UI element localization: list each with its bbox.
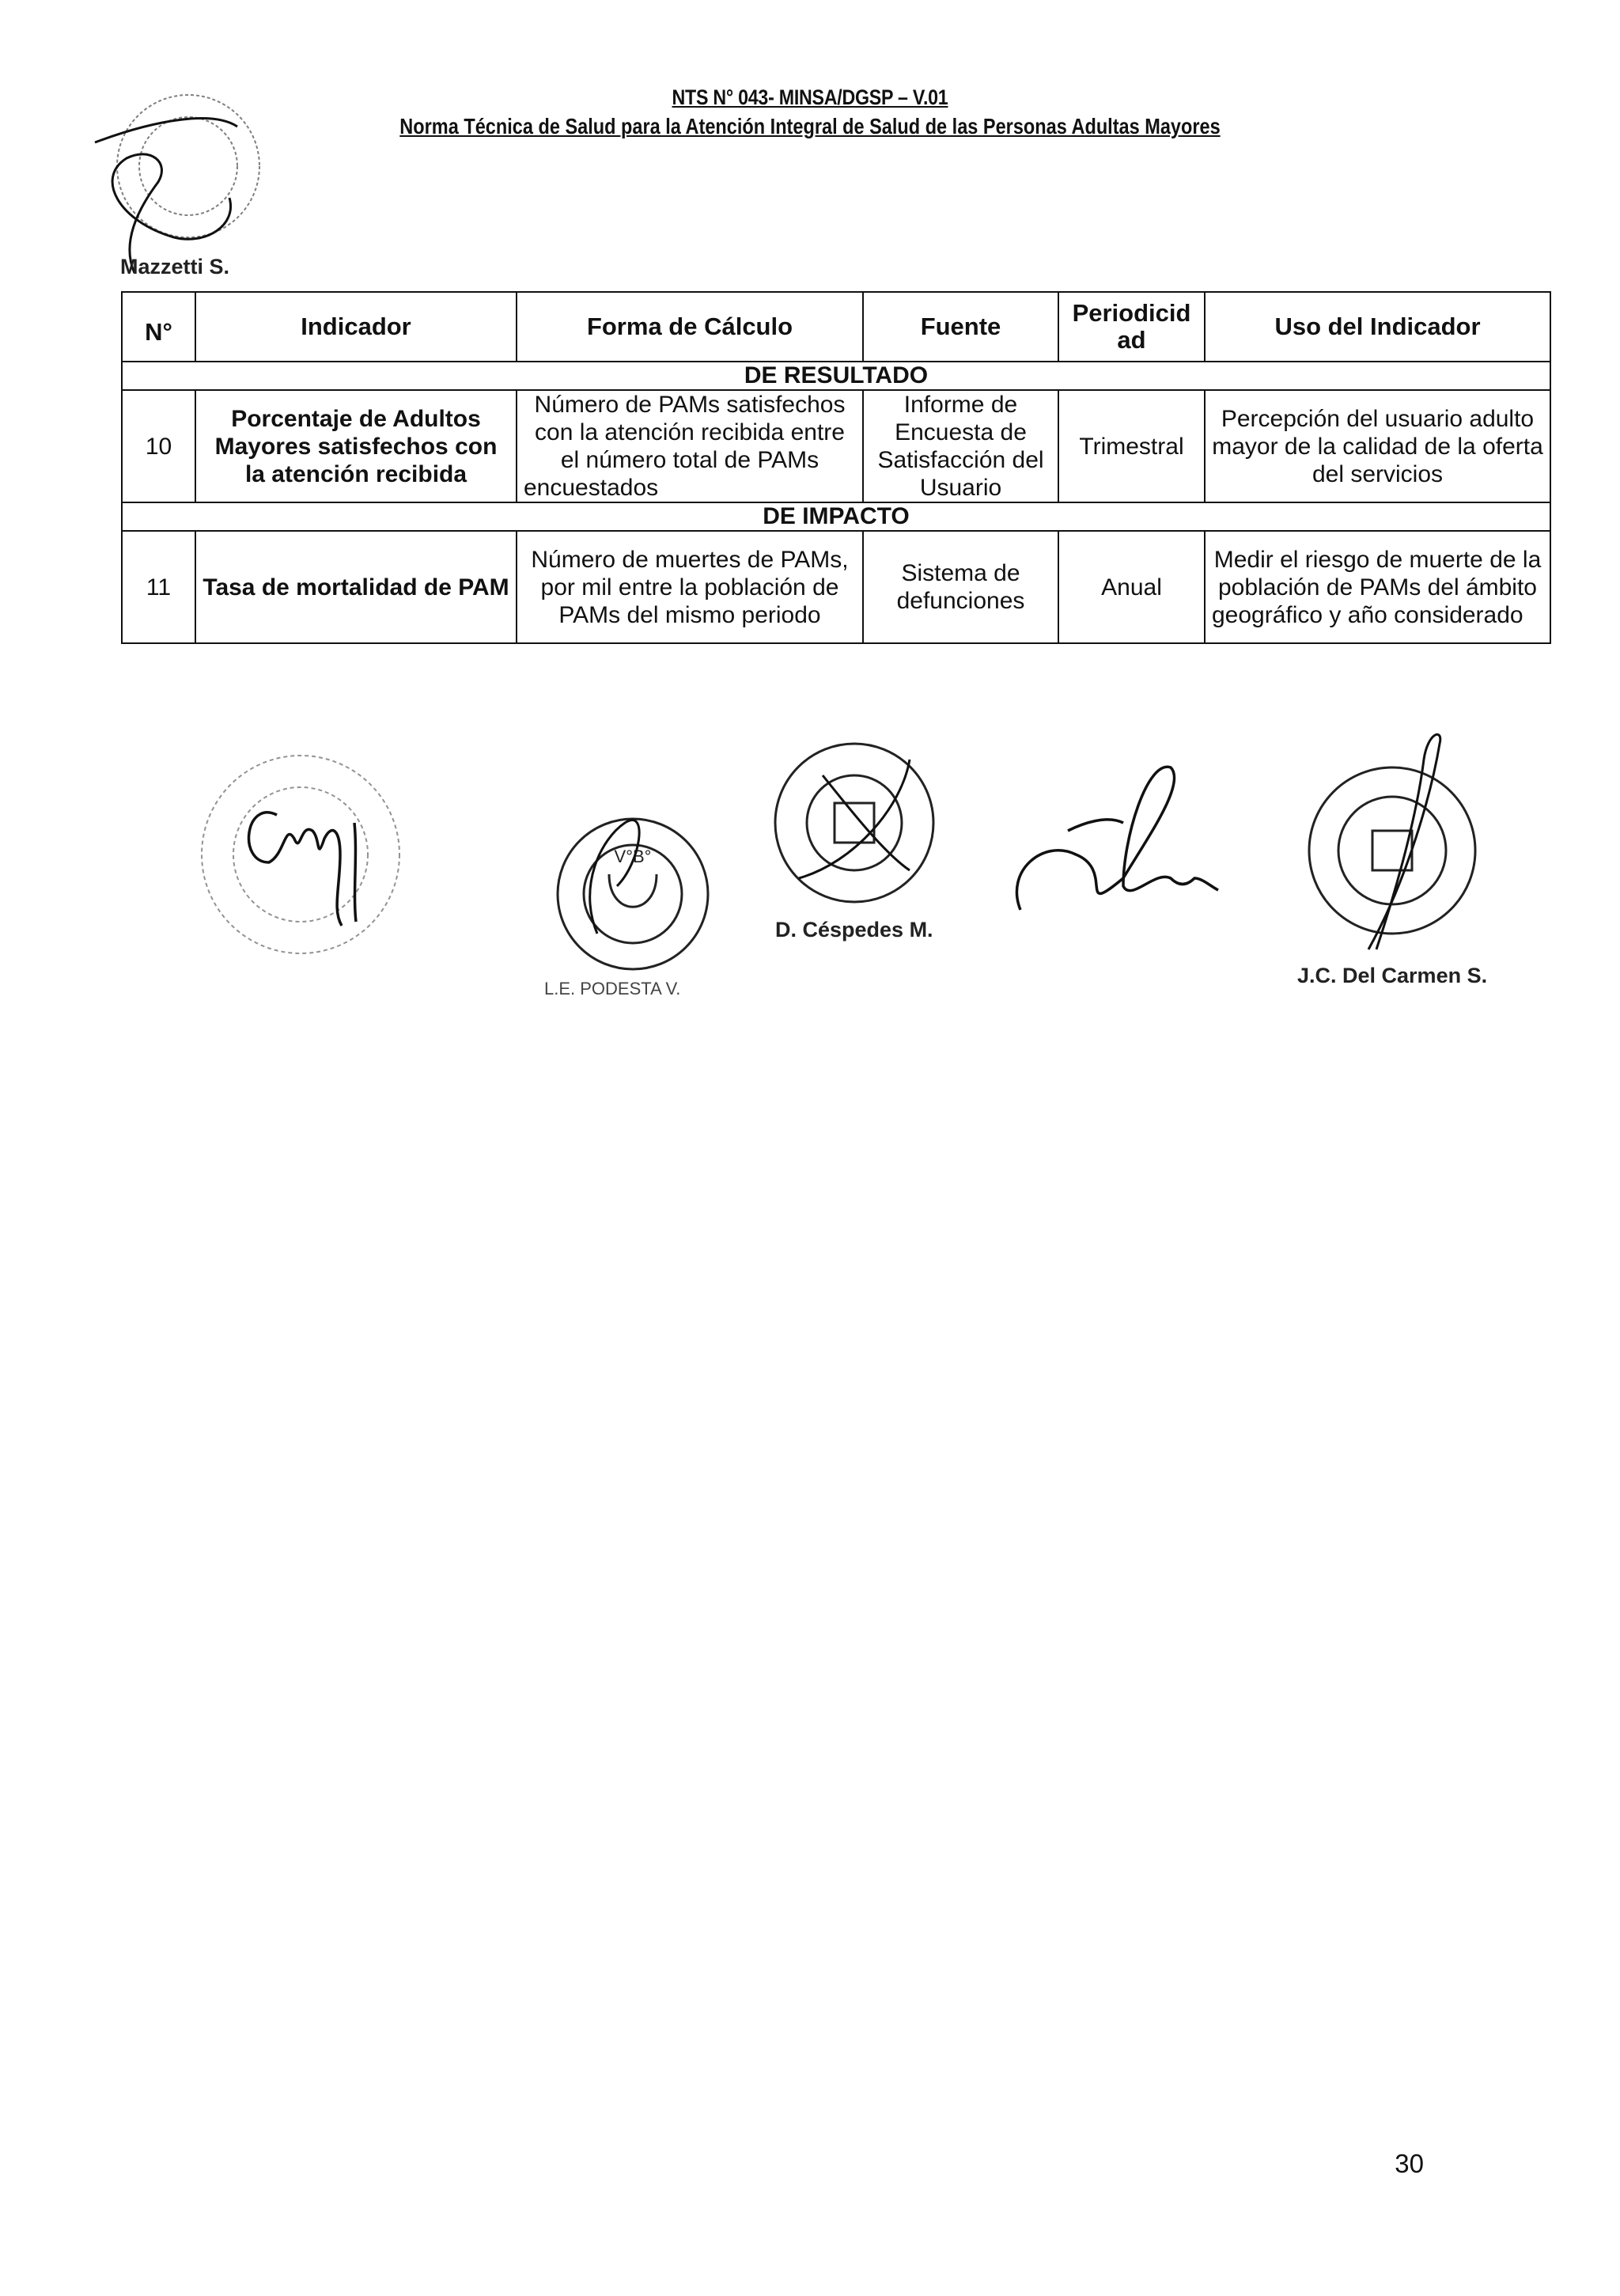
signature-4-icon — [1016, 767, 1218, 910]
section-label-impacto: DE IMPACTO — [122, 502, 1550, 531]
seal-1-icon — [202, 756, 399, 953]
table-row — [122, 531, 1550, 643]
indicator-use: Medir el riesgo de muerte de la población de PAMs del ámbito geográfico y año considerado — [1205, 531, 1550, 643]
norm-code: NTS N° 043- MINSA/DGSP – V.01 — [672, 85, 948, 109]
table-header-row — [122, 292, 1550, 362]
indicator-use: Percepción del usuario adulto mayor de la calidad de la oferta del servicios — [1205, 390, 1550, 502]
page-number: 30 — [1395, 2149, 1424, 2178]
row-number: 11 — [122, 531, 195, 643]
source: Sistema de defunciones — [863, 531, 1058, 643]
calculation-method: Número de PAMs satisfechos con la atención recibida entre el número total de PAMs encuestados — [517, 390, 863, 502]
signature-3-icon — [799, 760, 910, 878]
indicator-name: Tasa de mortalidad de PAM — [195, 531, 517, 643]
col-header-fuente: Fuente — [863, 292, 1058, 362]
signature-name-podesta: L.E. PODESTA V. — [544, 979, 681, 998]
section-row-resultado — [122, 362, 1550, 390]
signature-1-icon — [249, 813, 356, 926]
svg-text:V°B°: V°B° — [614, 847, 652, 866]
source: Informe de Encuesta de Satisfacción del Usuario — [863, 390, 1058, 502]
calculation-method: Número de muertes de PAMs, por mil entre la población de PAMs del mismo periodo — [517, 531, 863, 643]
seal-2-icon — [558, 819, 708, 969]
top-signature-name: Mazzetti S. — [120, 255, 230, 278]
section-label-resultado: DE RESULTADO — [122, 362, 1550, 390]
indicators-table — [121, 291, 1551, 644]
signature-name-cespedes: D. Céspedes M. — [775, 918, 933, 942]
row-number: 10 — [122, 390, 195, 502]
col-header-forma-calculo: Forma de Cálculo — [517, 292, 863, 362]
col-header-periodicidad: Periodicidad — [1058, 292, 1205, 362]
indicator-name: Porcentaje de Adultos Mayores satisfechos con la atención recibida — [195, 390, 517, 502]
top-left-signature-icon — [95, 119, 237, 273]
seal-5-icon — [1309, 767, 1475, 934]
table-row — [122, 390, 1550, 502]
col-header-uso: Uso del Indicador — [1205, 292, 1550, 362]
signature-name-del-carmen: J.C. Del Carmen S. — [1297, 964, 1488, 987]
signature-5-icon — [1368, 734, 1440, 949]
col-header-n: N° — [122, 292, 195, 362]
signature-2-icon — [590, 820, 639, 934]
norm-title: Norma Técnica de Salud para la Atención Integral de Salud de las Personas Adultas Mayores — [399, 114, 1221, 138]
col-header-indicador: Indicador — [195, 292, 517, 362]
periodicity: Anual — [1058, 531, 1205, 643]
periodicity: Trimestral — [1058, 390, 1205, 502]
section-row-impacto — [122, 502, 1550, 531]
